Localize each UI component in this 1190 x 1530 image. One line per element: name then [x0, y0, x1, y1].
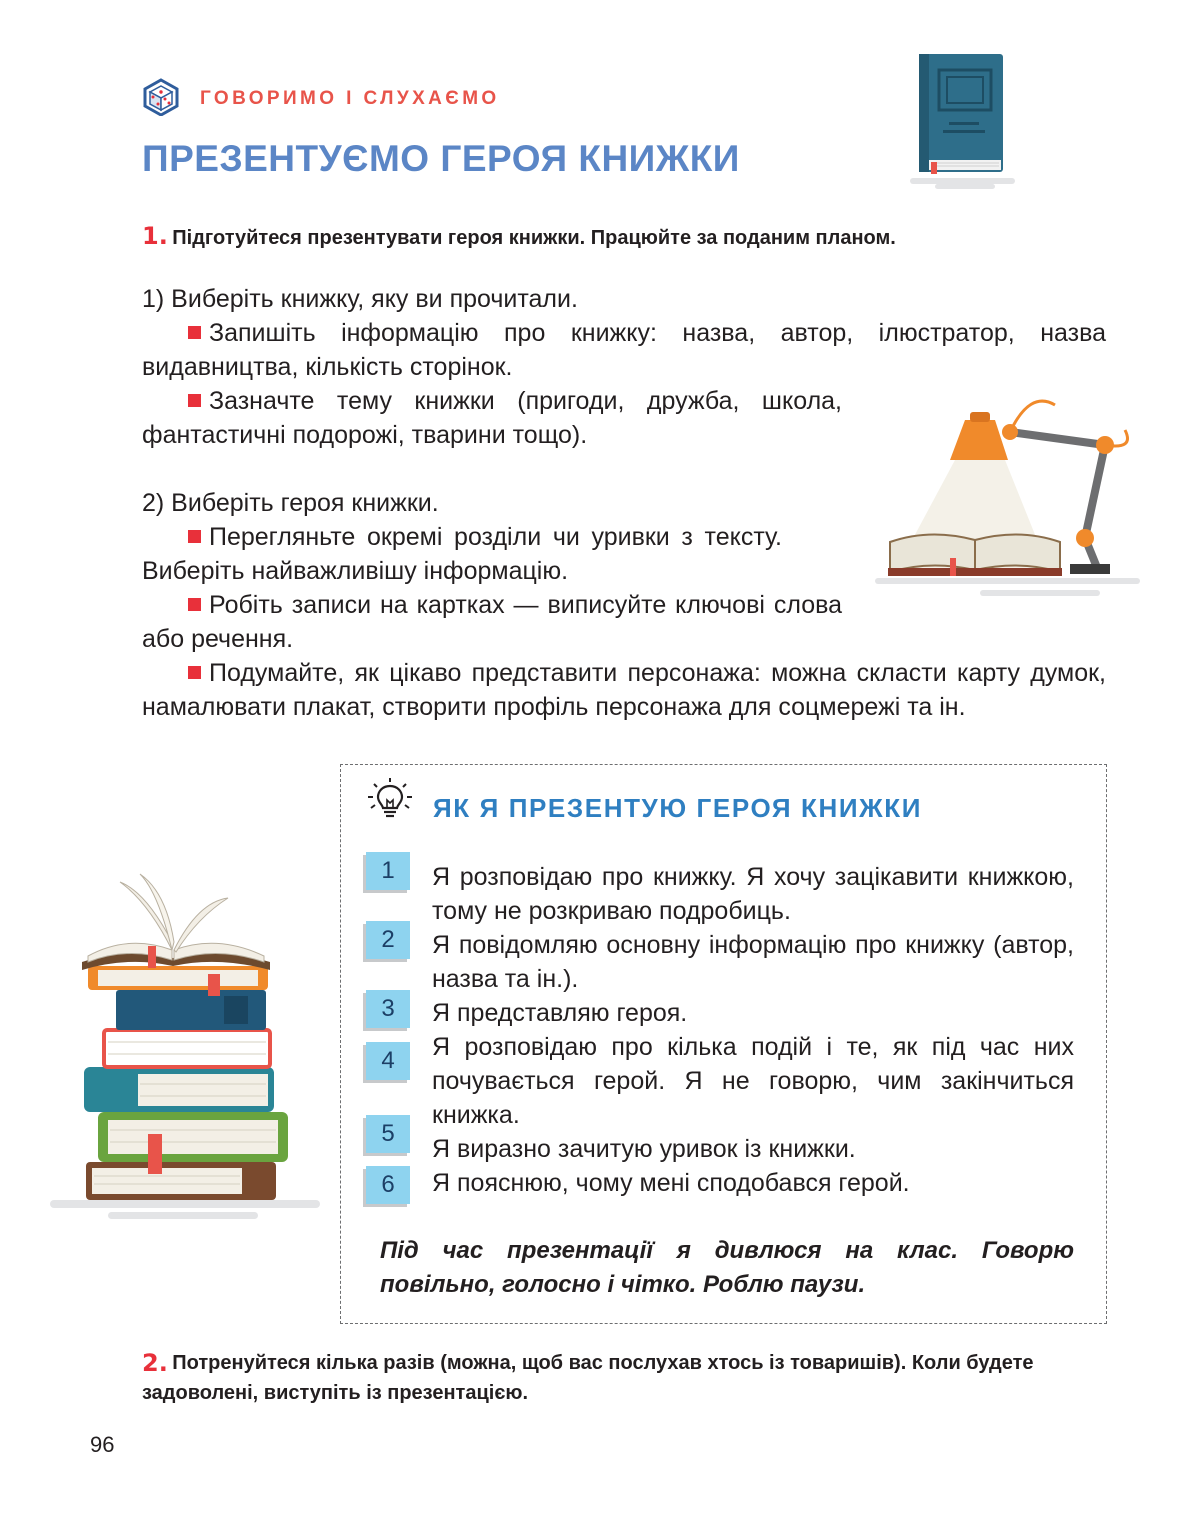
bullet-text: Подумайте, як цікаво представити персонажа: можна скласти карту думок, намалювати плакат, створити профіль персонажа для соцмережі та ін. [142, 659, 1106, 721]
plan-step-1-bullet-1 [142, 316, 1106, 384]
list-item: Я повідомляю основну інформацію про книжку (автор, назва та ін.). [432, 931, 1074, 993]
task-1 [142, 222, 896, 250]
book-stack-illustration [48, 862, 328, 1222]
task-text: Потренуйтеся кілька разів (можна, щоб вас послухав хтось із товаришів). Коли будете задоволені, виступіть із презентацією. [142, 1352, 1034, 1404]
task-text: Підготуйтеся презентувати героя книжки. Працюйте за поданим планом. [172, 227, 896, 249]
page-number: 96 [90, 1432, 115, 1457]
plan-step-2-bullet-3 [142, 656, 1106, 724]
list-item: Я виразно зачитую уривок із книжки. [432, 1135, 856, 1163]
tip-box-title: ЯК Я ПРЕЗЕНТУЮ ГЕРОЯ КНИЖКИ [433, 793, 923, 823]
bullet-text: Перегляньте окремі розділи чи уривки з тексту. Виберіть найважливішу інформацію. [142, 523, 782, 585]
list-item: Я розповідаю про кілька подій і те, як під час них почувається герой. Я не говорю, чим закінчиться книжка. [432, 1033, 1074, 1129]
number-badge: 3 [366, 990, 410, 1028]
list-item: Я пояснюю, чому мені сподобався герой. [432, 1169, 910, 1197]
bullet-text: Зазначте тему книжки (пригоди, дружба, школа, фантастичні подорожі, тварини тощо). [142, 387, 842, 449]
bullet-marker [188, 394, 201, 407]
number-badge: 2 [366, 921, 410, 959]
bullet-text: Запишіть інформацію про книжку: назва, автор, ілюстратор, назва видавництва, кількість сторінок. [142, 319, 1106, 381]
bullet-marker [188, 530, 201, 543]
bullet-marker [188, 326, 201, 339]
number-badge: 1 [366, 852, 410, 890]
page-title: ПРЕЗЕНТУЄМО ГЕРОЯ КНИЖКИ [142, 138, 740, 179]
task-number: 2. [142, 1349, 168, 1377]
plan-step-1-bullet-2 [142, 384, 842, 452]
plan-step-2-heading: 2) Виберіть героя книжки. [142, 489, 439, 517]
plan-step-2-bullet-1 [142, 520, 782, 588]
bullet-text: Робіть записи на картках — виписуйте ключові слова або речення. [142, 591, 842, 653]
book-illustration [905, 50, 1025, 190]
number-badge: 6 [366, 1166, 410, 1204]
lightbulb-icon [366, 778, 414, 818]
desk-lamp-illustration [870, 390, 1145, 610]
plan-step-2-bullet-2 [142, 588, 842, 656]
list-item: Я представляю героя. [432, 999, 688, 1027]
number-badge: 5 [366, 1115, 410, 1153]
section-label: ГОВОРИМО І СЛУХАЄМО [200, 88, 500, 109]
list-item: Я розповідаю про книжку. Я хочу зацікавити книжкою, тому не розкриваю подробиць. [432, 863, 1074, 925]
task-number: 1. [142, 222, 168, 250]
dice-cube-icon [142, 78, 180, 116]
task-2 [142, 1348, 1106, 1408]
number-badge: 4 [366, 1042, 410, 1080]
plan-step-1-heading: 1) Виберіть книжку, яку ви прочитали. [142, 285, 578, 313]
bullet-marker [188, 598, 201, 611]
tip-box-note: Під час презентації я дивлюся на клас. Говорю повільно, голосно і чітко. Роблю паузи. [380, 1237, 1074, 1298]
bullet-marker [188, 666, 201, 679]
